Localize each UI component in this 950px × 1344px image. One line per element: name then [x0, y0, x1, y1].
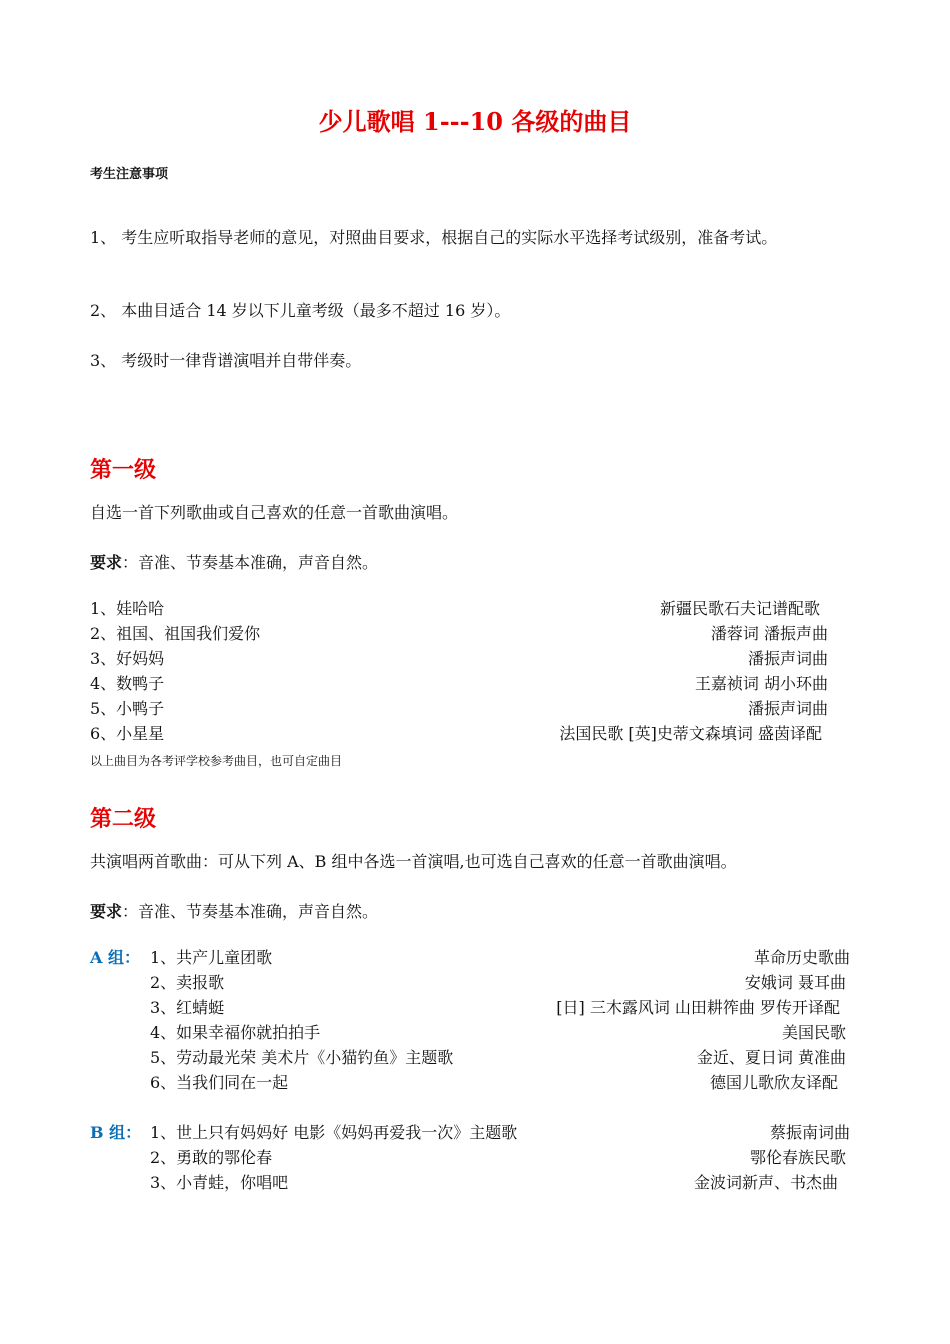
level2-requirement	[90, 899, 378, 922]
song-credit: 德国儿歌欣友译配	[709, 1073, 838, 1092]
group-b-label: B 组：	[90, 1123, 142, 1142]
notice-item: 1、 考生应听取指导老师的意见，对照曲目要求，根据自己的实际水平选择考试级别，准备考试。	[90, 228, 778, 247]
song-title: 6、当我们同在一起	[150, 1073, 289, 1092]
song-credit: 美国民歌	[781, 1023, 846, 1042]
level2-intro: 共演唱两首歌曲：可从下列 A、B 组中各选一首演唱,也可选自己喜欢的任意一首歌曲演唱。	[90, 852, 737, 871]
song-title: 3、红蜻蜓	[150, 998, 225, 1017]
song-title: 1、娃哈哈	[90, 599, 165, 618]
level1-requirement	[90, 550, 378, 573]
song-credit: 金近、夏日词 黄准曲	[696, 1048, 846, 1067]
song-credit: 潘振声词曲	[747, 649, 828, 668]
song-credit: 鄂伦春族民歌	[749, 1148, 846, 1167]
notice-item: 3、 考级时一律背谱演唱并自带伴奏。	[90, 351, 362, 370]
requirement-label: 要求	[90, 902, 123, 921]
song-title: 2、勇敢的鄂伦春	[150, 1148, 273, 1167]
song-title: 1、世上只有妈妈好 电影《妈妈再爱我一次》主题歌	[150, 1123, 518, 1142]
song-credit: 新疆民歌石夫记谱配歌	[659, 599, 820, 618]
level1-intro: 自选一首下列歌曲或自己喜欢的任意一首歌曲演唱。	[90, 503, 459, 522]
notice-item: 2、 本曲目适合 14 岁以下儿童考级（最多不超过 16 岁）。	[90, 301, 511, 320]
song-credit: 革命历史歌曲	[753, 948, 850, 967]
song-title: 2、卖报歌	[150, 973, 225, 992]
song-title: 3、小青蛙，你唱吧	[150, 1173, 289, 1192]
song-credit: 潘蓉词 潘振声曲	[710, 624, 828, 643]
song-credit: 法国民歌 [英]史蒂文森填词 盛茵译配	[559, 724, 822, 743]
song-credit: 金波词新声、书杰曲	[693, 1173, 838, 1192]
page-title: 少儿歌唱 1---10 各级的曲目	[318, 107, 632, 136]
requirement-text: ：音准、节奏基本准确，声音自然。	[122, 902, 379, 921]
song-title: 6、小星星	[90, 724, 165, 743]
song-title: 4、数鸭子	[90, 674, 165, 693]
notice-heading: 考生注意事项	[90, 167, 169, 182]
song-title: 4、如果幸福你就拍拍手	[150, 1023, 321, 1042]
song-title: 1、共产儿童团歌	[150, 948, 273, 967]
song-credit: 安娥词 聂耳曲	[744, 973, 846, 992]
group-a-label: A 组：	[90, 948, 140, 967]
song-title: 5、小鸭子	[90, 699, 165, 718]
requirement-label: 要求	[90, 553, 123, 572]
song-credit: 王嘉祯词 胡小环曲	[694, 674, 828, 693]
song-credit: 潘振声词曲	[747, 699, 828, 718]
song-title: 5、劳动最光荣 美术片《小猫钓鱼》主题歌	[150, 1048, 454, 1067]
song-credit: 蔡振南词曲	[769, 1123, 850, 1142]
level1-note: 以上曲目为各考评学校参考曲目，也可自定曲目	[90, 754, 343, 768]
song-credit: [日] 三木露风词 山田耕筰曲 罗传开译配	[556, 998, 840, 1017]
song-title: 2、祖国、祖国我们爱你	[90, 624, 261, 643]
song-title: 3、好妈妈	[90, 649, 165, 668]
level2-heading: 第二级	[90, 806, 157, 832]
level1-heading: 第一级	[90, 457, 157, 483]
requirement-text: ：音准、节奏基本准确，声音自然。	[122, 553, 379, 572]
